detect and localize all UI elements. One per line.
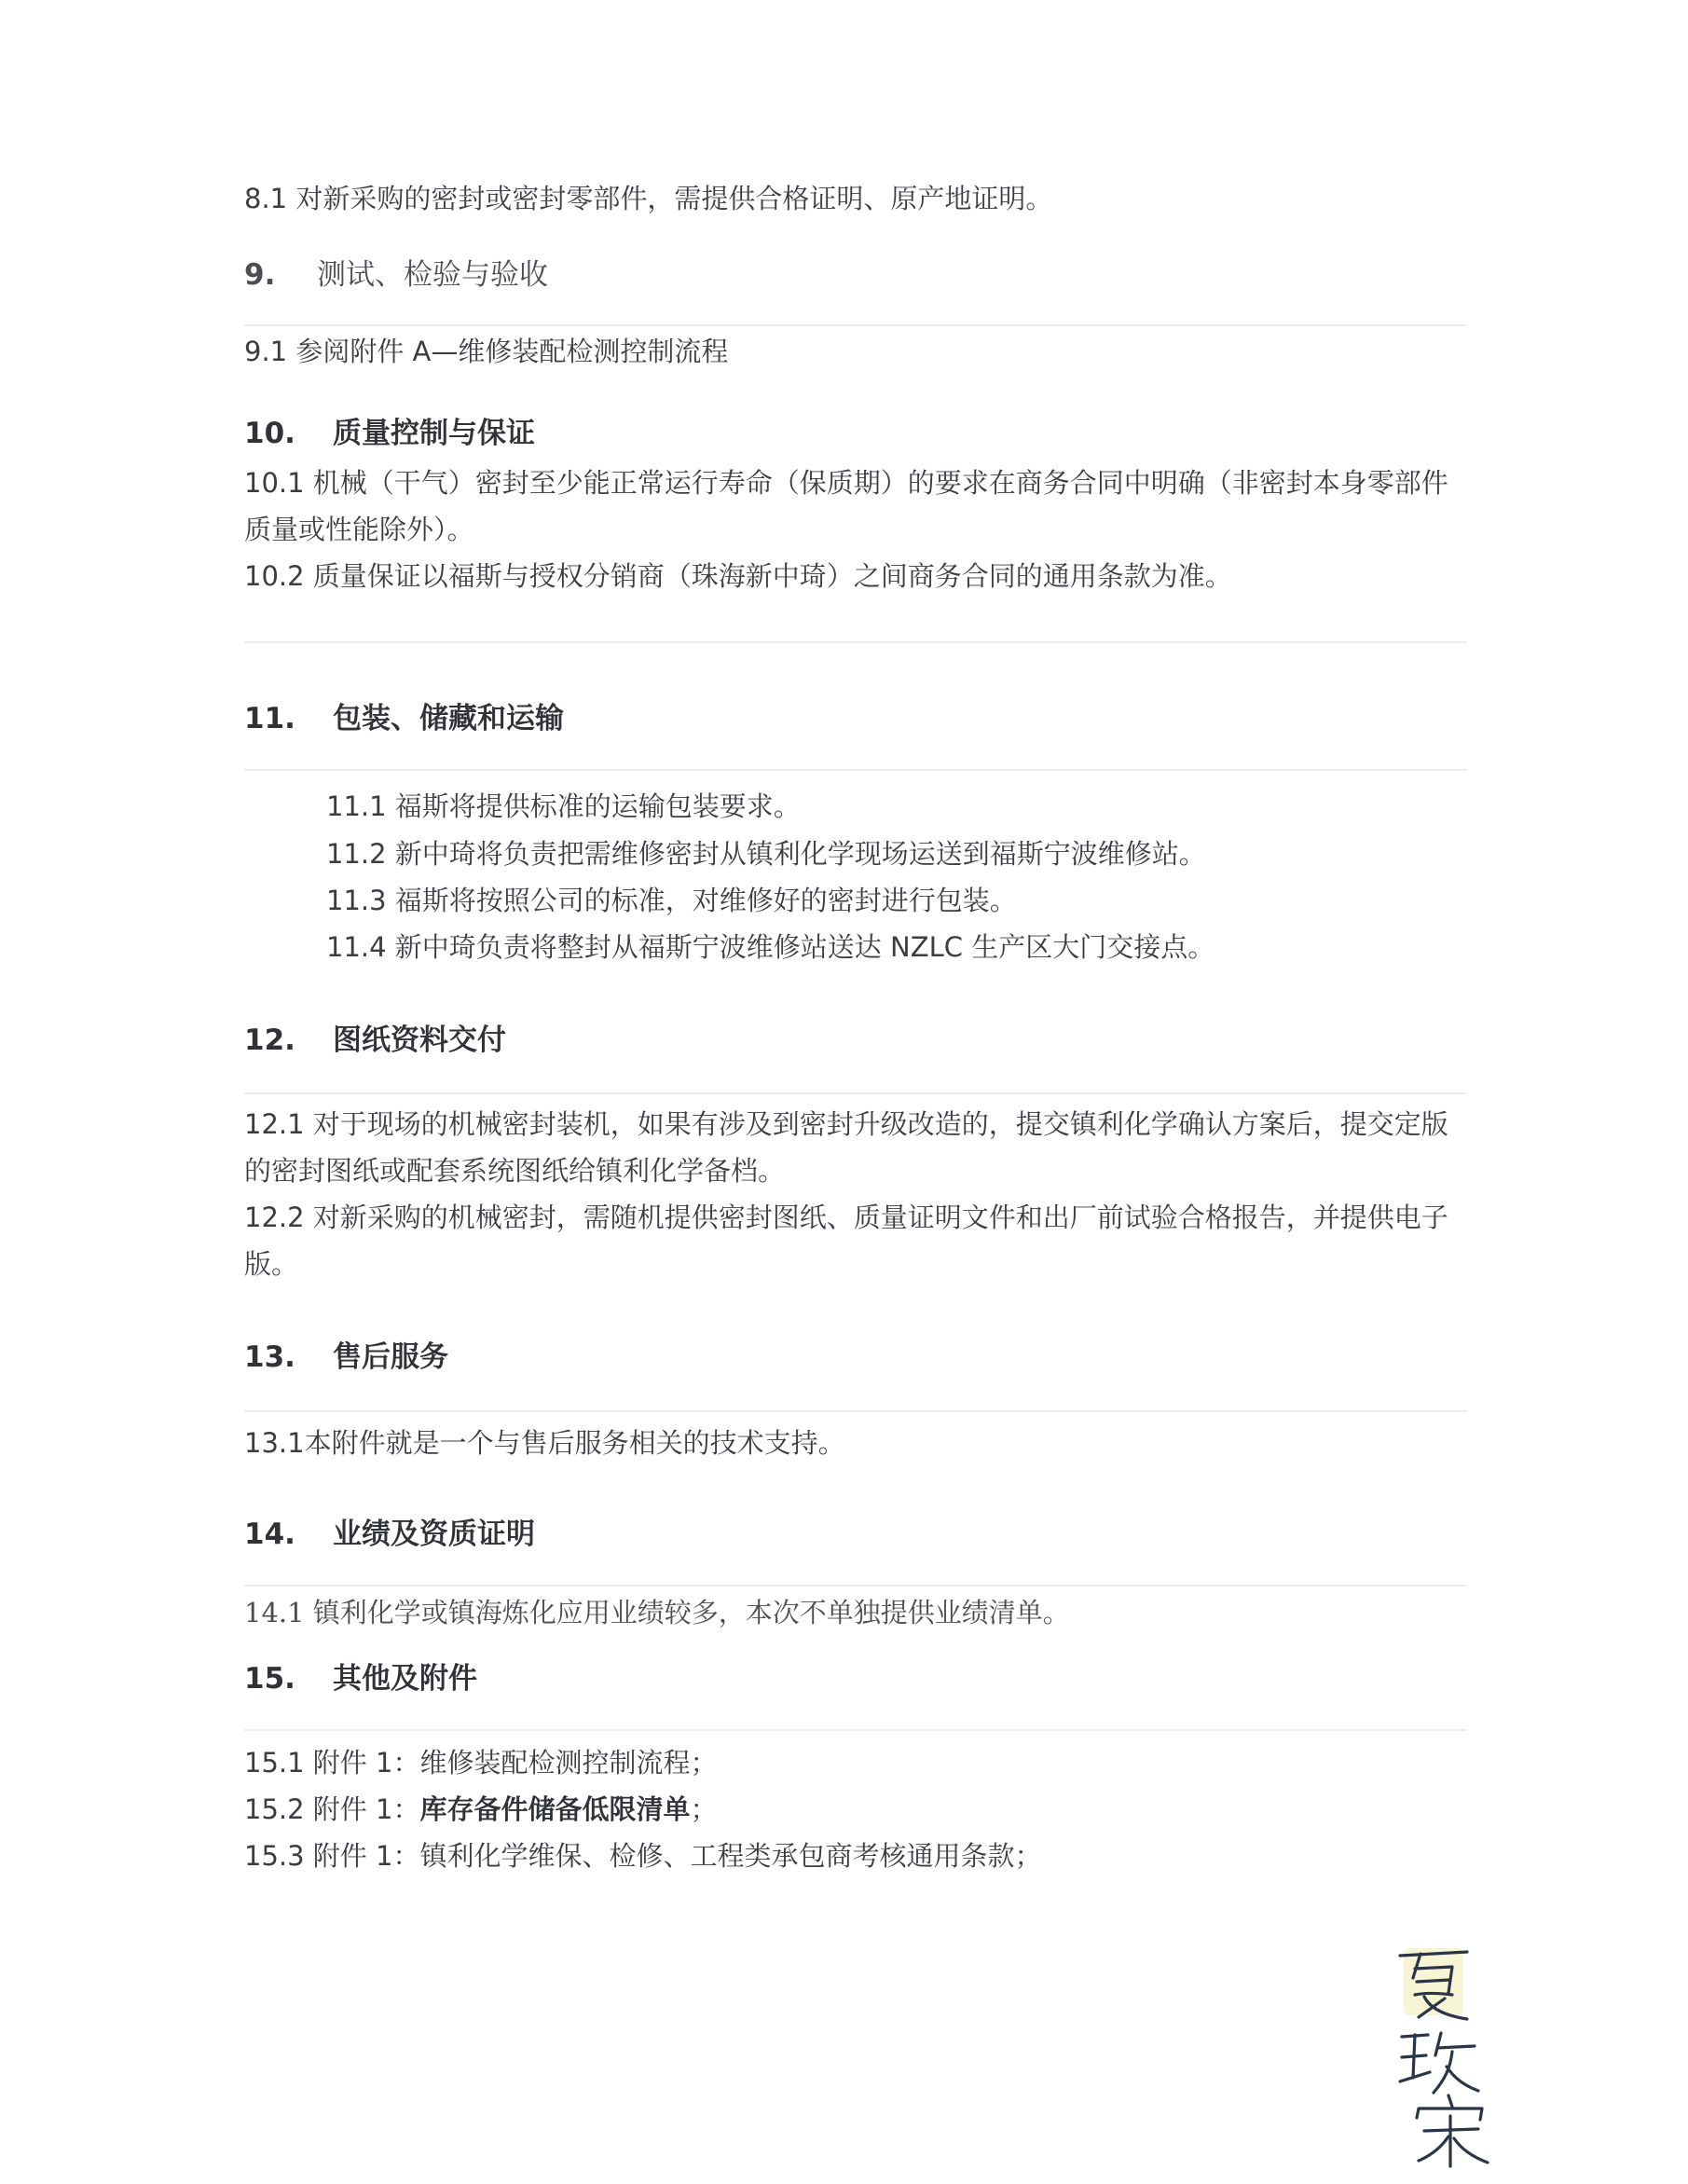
para-13-1: 13.1本附件就是一个与售后服务相关的技术支持。 [244, 1427, 845, 1459]
divider [244, 324, 1467, 326]
signature-3 [1404, 2088, 1497, 2172]
divider [244, 1729, 1467, 1731]
section-10-heading [244, 412, 535, 455]
section-12-heading [244, 1019, 506, 1062]
para-12-1-line1: 12.1 对于现场的机械密封装机，如果有涉及到密封升级改造的，提交镇利化学确认方案后，提交定版 [244, 1108, 1448, 1140]
divider [244, 641, 1467, 643]
para-15-2-suffix: ； [690, 1793, 718, 1825]
para-15-2-bold: 库存备件储备低限清单 [419, 1793, 691, 1825]
section-10-title: 质量控制与保证 [333, 417, 535, 450]
section-14-heading [244, 1513, 535, 1556]
section-9-number: 9. [244, 258, 276, 292]
para-12-2-line2: 版。 [244, 1248, 299, 1280]
para-12-1-line2: 的密封图纸或配套系统图纸给镇利化学备档。 [244, 1155, 786, 1187]
list-item-11-2: 11.2 新中琦将负责把需维修密封从镇利化学现场运送到福斯宁波维修站。 [326, 838, 1206, 870]
section-11-title: 包装、储藏和运输 [333, 702, 564, 735]
para-10-1-line1: 10.1 机械（干气）密封至少能正常运行寿命（保质期）的要求在商务合同中明确（非密封本身零部件 [244, 467, 1448, 499]
section-12-number: 12. [244, 1023, 295, 1057]
section-15-heading [244, 1657, 477, 1700]
section-12-title: 图纸资料交付 [333, 1023, 506, 1057]
list-item-11-1: 11.1 福斯将提供标准的运输包装要求。 [326, 790, 801, 822]
section-13-number: 13. [244, 1340, 295, 1374]
section-10-number: 10. [244, 417, 295, 450]
para-12-2-line1: 12.2 对新采购的机械密封，需随机提供密封图纸、质量证明文件和出厂前试验合格报告，并提供电子 [244, 1202, 1448, 1233]
divider [244, 769, 1467, 771]
section-9-title: 测试、检验与验收 [317, 258, 548, 292]
para-15-2-prefix: 15.2 附件 1： [244, 1793, 420, 1825]
para-15-3: 15.3 附件 1：镇利化学维保、检修、工程类承包商考核通用条款； [244, 1840, 1042, 1872]
para-8-1: 8.1 对新采购的密封或密封零部件，需提供合格证明、原产地证明。 [244, 183, 1053, 214]
list-item-11-4: 11.4 新中琦负责将整封从福斯宁波维修站送达 NZLC 生产区大门交接点。 [326, 931, 1215, 963]
section-11-heading [244, 697, 564, 740]
section-14-number: 14. [244, 1518, 295, 1551]
para-9-1: 9.1 参阅附件 A—维修装配检测控制流程 [244, 336, 729, 367]
divider [244, 1410, 1467, 1412]
signature-1 [1387, 1941, 1480, 2025]
section-11-number: 11. [244, 702, 295, 735]
section-14-title: 业绩及资质证明 [333, 1518, 535, 1551]
section-15-number: 15. [244, 1662, 295, 1696]
section-15-title: 其他及附件 [333, 1662, 477, 1696]
para-14-1: 14.1 镇利化学或镇海炼化应用业绩较多，本次不单独提供业绩清单。 [244, 1597, 1070, 1628]
section-13-heading [244, 1336, 448, 1379]
list-item-11-3: 11.3 福斯将按照公司的标准，对维修好的密封进行包装。 [326, 885, 1017, 916]
section-9-heading [244, 254, 548, 296]
divider [244, 1092, 1467, 1094]
para-15-2 [244, 1788, 718, 1831]
divider [244, 1585, 1467, 1586]
para-10-1-line2: 质量或性能除外）。 [244, 514, 474, 545]
para-10-2: 10.2 质量保证以福斯与授权分销商（珠海新中琦）之间商务合同的通用条款为准。 [244, 560, 1232, 592]
para-15-1: 15.1 附件 1：维修装配检测控制流程； [244, 1747, 718, 1779]
section-13-title: 售后服务 [333, 1340, 448, 1374]
